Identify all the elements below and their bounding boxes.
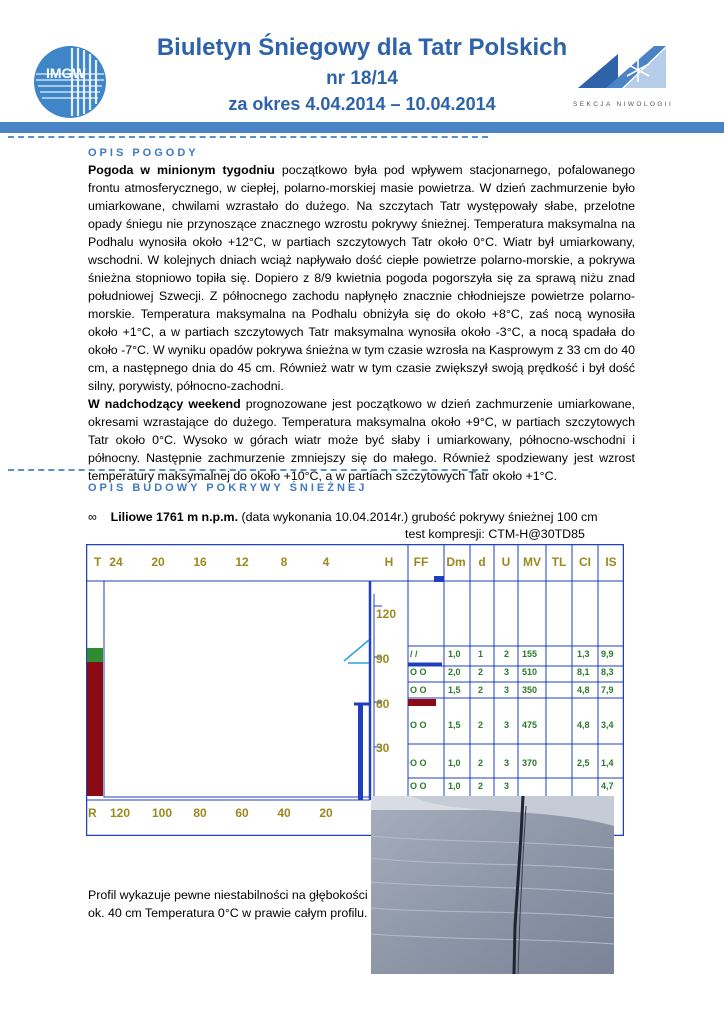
table-cell: O O (410, 758, 427, 768)
table-cell: 8,3 (601, 667, 614, 677)
snow-profile-chart (86, 544, 624, 836)
table-cell: 7,9 (601, 685, 614, 695)
height-tick-label: 30 (376, 741, 390, 755)
table-cell: / / (410, 649, 418, 659)
table-cell: 2,5 (577, 758, 590, 768)
column-header: TL (551, 555, 567, 569)
top-tick-label: 20 (151, 555, 165, 569)
bottom-tick-label: 120 (109, 806, 131, 820)
table-cell: 155 (522, 649, 538, 659)
table-cell: 3 (504, 685, 510, 695)
table-cell: 2 (478, 685, 484, 695)
column-header: FF (413, 555, 429, 569)
column-header: U (501, 555, 511, 569)
hardness-bar-top (87, 648, 103, 662)
top-tick-label: 16 (193, 555, 207, 569)
table-cell: 2 (478, 720, 484, 730)
table-cell: 350 (522, 685, 538, 695)
table-cell: 1,3 (577, 649, 590, 659)
table-cell: 3 (504, 720, 510, 730)
column-header: CI (579, 555, 591, 569)
table-cell: 9,9 (601, 649, 614, 659)
top-tick-label: 4 (322, 555, 330, 569)
station-name: Liliowe 1761 m n.p.m. (110, 510, 239, 524)
table-cell: 3,4 (601, 720, 614, 730)
table-cell: 2 (504, 649, 510, 659)
table-cell: 510 (522, 667, 538, 677)
snow-pit-photo (371, 796, 614, 974)
table-cell: 2,0 (448, 667, 461, 677)
weather-p2-bold: W nadchodzący weekend (88, 397, 241, 411)
column-header: Dm (446, 555, 466, 569)
table-cell: 1,5 (448, 720, 461, 730)
weather-p1: początkowo była pod wpływem stacjonarnego, pofalowanego frontu atmosferycznego, w ciepłej, polarno-morskiej masie powietrza. W dzień zachmurzenie było umiarkowane, chwilami wzrastało do dużego. Na szczytach Tatr występowały słabe, przelotne opady śniegu nie przynoszące znacznego wzrostu pokrywy śnieżnej. Temperatura maksymalna na Podhalu wynosiła około +12°C, w partiach szczytowych Tatr około 0°C. Wiatr był umiarkowany, wschodni. W kolejnych dniach wciąż napływało dość ciepłe powietrze polarno-morskie, a pokrywa śnieżna stopniowo topiła się. Dopiero z 8/9 kwietnia pogoda pogorszyła się za sprawą niżu znad południowej Szwecji. Z północnego zachodu napłynęło znacznie chłodniejsze powietrze polarno-morskie. Temperatura maksymalna na Podhalu obniżyła się do około +8°C, zaś nocą wynosiła około +1°C, a w partiach szczytowych Tatr maksymalna wynosiła około -3°C, a nocą spadała do około -7°C. W wyniku opadów pokrywa śnieżna w tym czasie wzrosła na Kasprowym z 33 cm do 40 cm, a następnego dnia do 45 cm. Również watr w tym czasie zwiększył swoją prędkość i był dość silny, porywisty, północno-zachodni. (88, 163, 636, 393)
bulletin-number: nr 18/14 (326, 68, 398, 89)
bulletin-period: za okres 4.04.2014 – 10.04.2014 (228, 94, 496, 114)
hardness-bar (87, 662, 103, 796)
table-cell: 2 (478, 667, 484, 677)
bottom-tick-label: 20 (319, 806, 333, 820)
station-info: (data wykonania 10.04.2014r.) grubość pokrywy śnieżnej 100 cm (238, 510, 598, 524)
weather-p1-bold: Pogoda w minionym tygodniu (88, 163, 275, 177)
weather-heading: OPIS POGODY (88, 147, 199, 159)
header-band (0, 122, 724, 133)
top-tick-label: 24 (109, 555, 123, 569)
table-cell: 370 (522, 758, 538, 768)
logo-caption: SEKCJA NIWOLOGII (573, 101, 674, 108)
compression-test: test kompresji: CTM-H@30TD85 (405, 527, 585, 541)
table-cell: 2 (478, 781, 484, 791)
weather-p2: prognozowane jest początkowo w dzień zachmurzenie umiarkowane, okresami wzrastające do dużego. Temperatura maksymalna około +9°C, w partiach szczytowych Tatr około 0°C. Wysoko w górach wiatr może być słaby i umiarkowany, północno-wschodni i północny. Następnie zachmurzenie zmniejszy się do małego. Również spodziewany jest wzrost temperatury maksymalnej do około +10°C, a w partiach szczytowych Tatr około +1°C. (88, 397, 635, 483)
bottom-tick-label: 80 (193, 806, 207, 820)
table-cell: 3 (504, 667, 510, 677)
table-cell: 475 (522, 720, 538, 730)
table-cell: 2 (478, 758, 484, 768)
table-cell: O O (410, 720, 427, 730)
top-tick-label: 8 (280, 555, 288, 569)
table-cell: O O (410, 781, 427, 791)
table-cell: 3 (504, 758, 510, 768)
bottom-tick-label: 100 (151, 806, 173, 820)
table-cell: 4,8 (577, 685, 590, 695)
snowcover-heading: OPIS BUDOWY POKRYWY ŚNIEŻNEJ (88, 482, 368, 494)
table-cell: 8,1 (577, 667, 590, 677)
table-cell: O O (410, 667, 427, 677)
table-cell: O O (410, 685, 427, 695)
bullet-icon: ∞ (88, 510, 97, 524)
bottom-axis-label: R (88, 806, 97, 820)
table-cell: 4,7 (601, 781, 614, 791)
column-header: IS (605, 555, 617, 569)
column-header: MV (523, 555, 541, 569)
top-axis-label: T (94, 555, 102, 569)
table-cell: 1,0 (448, 758, 461, 768)
profile-note: Profil wykazuje pewne niestabilności na głębokości ok. 40 cm Temperatura 0°C w prawie całym profilu. (88, 888, 368, 920)
imgw-logo-text: IMGW (46, 65, 86, 81)
divider (8, 469, 488, 471)
table-cell: 1,4 (601, 758, 614, 768)
weather-text (88, 161, 635, 485)
bottom-tick-label: 60 (235, 806, 249, 820)
table-cell: 1,0 (448, 649, 461, 659)
bulletin-title: Biuletyn Śniegowy dla Tatr Polskich (156, 34, 568, 61)
table-cell: 3 (504, 781, 510, 791)
height-tick-label: 60 (376, 697, 390, 711)
station-line (88, 510, 598, 524)
height-tick-label: 90 (376, 652, 390, 666)
divider (8, 136, 488, 138)
height-axis-label: H (384, 555, 394, 569)
table-cell: 1,5 (448, 685, 461, 695)
table-cell: 1 (478, 649, 484, 659)
column-header: d (478, 555, 486, 569)
table-cell: 1,0 (448, 781, 461, 791)
table-cell: 4,8 (577, 720, 590, 730)
top-tick-label: 12 (235, 555, 249, 569)
height-tick-label: 120 (376, 607, 397, 621)
bottom-tick-label: 40 (277, 806, 291, 820)
